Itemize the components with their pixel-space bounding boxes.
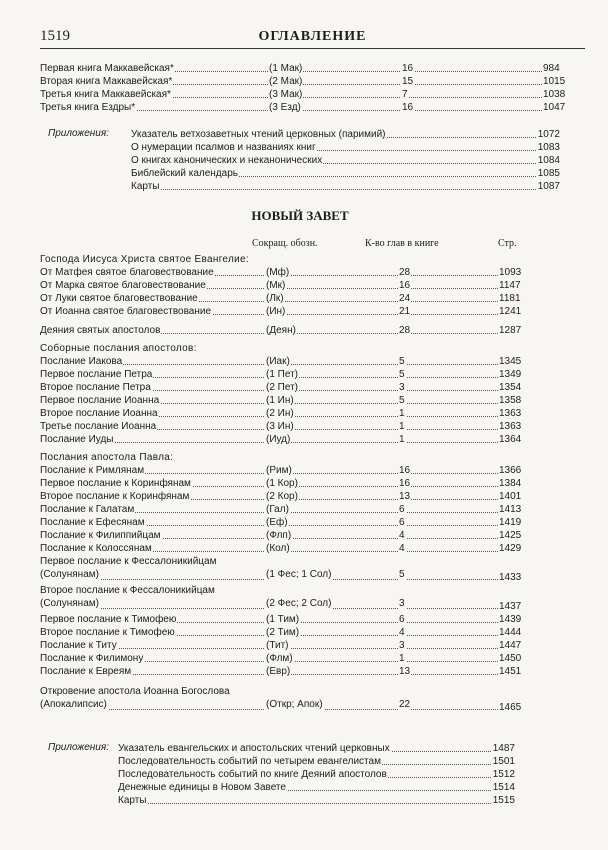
toc-row[interactable]: Первая книга Маккавейская* (1 Мак) 16 984: [40, 63, 560, 74]
toc-row-line1: Откровение апостола Иоанна Богослова: [40, 686, 230, 697]
toc-row[interactable]: (Солунянам) (2 Фес; 2 Сол) 3 1437: [40, 598, 522, 612]
toc-row[interactable]: От Луки святое благовествование (Лк) 24 1181: [40, 293, 521, 304]
toc-row[interactable]: Третья книга Ездры* (3 Езд) 16 1047: [40, 102, 566, 113]
toc-row[interactable]: Третье послание Иоанна (3 Ин) 1 1363: [40, 421, 522, 432]
toc-row[interactable]: Второе послание Иоанна (2 Ин) 1 1363: [40, 408, 522, 419]
toc-row[interactable]: Денежные единицы в Новом Завете 1514: [118, 782, 515, 793]
nt-column-headers: [40, 238, 560, 252]
toc-row[interactable]: Карты 1515: [118, 795, 515, 806]
toc-row[interactable]: О книгах канонических и неканонических 1084: [131, 155, 560, 166]
toc-row[interactable]: Указатель евангельских и апостольских чтений церковных 1487: [118, 743, 515, 754]
toc-row[interactable]: От Матфея святое благовествование (Мф) 28 1093: [40, 267, 522, 278]
toc-row[interactable]: Послание к Ефесянам (Еф) 6 1419: [40, 517, 522, 528]
ot-appendices-title: Приложения:: [48, 128, 109, 139]
toc-row-line1: Второе послание к Фессалоникийцам: [40, 585, 215, 596]
group-title: Послания апостола Павла:: [40, 452, 174, 463]
toc-row[interactable]: (Апокалипсис) (Откр; Апок) 22 1465: [40, 699, 522, 713]
toc-row[interactable]: Библейский календарь 1085: [131, 168, 560, 179]
nt-heading-wrap: [40, 208, 560, 226]
toc-row[interactable]: Второе послание к Коринфянам (2 Кор) 13 1401: [40, 491, 522, 502]
group-title: Господа Иисуса Христа святое Евангелие:: [40, 254, 249, 265]
toc-row[interactable]: Послание к Филимону (Флм) 1 1450: [40, 653, 522, 664]
toc-row[interactable]: Указатель ветхозаветных чтений церковных (паримий) 1072: [131, 129, 560, 140]
toc-row[interactable]: Второе послание к Тимофею (2 Тим) 4 1444: [40, 627, 522, 638]
running-title: ОГЛАВЛЕНИЕ: [258, 29, 367, 44]
toc-row[interactable]: Послание к Евреям (Евр) 13 1451: [40, 666, 522, 677]
group-title: Соборные послания апостолов:: [40, 343, 197, 354]
toc-row[interactable]: Первое послание Петра (1 Пет) 5 1349: [40, 369, 522, 380]
toc-row[interactable]: Послание Иуды (Иуд) 1 1364: [40, 434, 522, 445]
ot-appendices-list: [131, 128, 560, 193]
nt-appendices-title: Приложения:: [48, 742, 109, 753]
toc-row[interactable]: Послание к Галатам (Гал) 6 1413: [40, 504, 522, 515]
col-chapters-header: К-во глав в книге: [365, 238, 439, 249]
col-page-header: Стр.: [498, 238, 517, 249]
toc-row[interactable]: О нумерации псалмов и названиях книг 1083: [131, 142, 560, 153]
toc-row-line1: Первое послание к Фессалоникийцам: [40, 556, 217, 567]
toc-row[interactable]: Послание к Римлянам (Рим) 16 1366: [40, 465, 522, 476]
old-testament-list: [40, 62, 566, 114]
toc-row[interactable]: Послание к Колоссянам (Кол) 4 1429: [40, 543, 522, 554]
toc-row[interactable]: Второе послание Петра (2 Пет) 3 1354: [40, 382, 522, 393]
toc-row[interactable]: От Иоанна святое благовествование (Ин) 21 1241: [40, 306, 522, 317]
toc-row[interactable]: Первое послание Иоанна (1 Ин) 5 1358: [40, 395, 522, 406]
toc-row[interactable]: Последовательность событий по четырем евангелистам 1501: [118, 756, 515, 767]
new-testament-list: [40, 253, 560, 714]
nt-appendices-list: [118, 742, 515, 807]
toc-row[interactable]: Первое послание к Тимофею (1 Тим) 6 1439: [40, 614, 522, 625]
page-header: [40, 26, 585, 49]
toc-row[interactable]: Вторая книга Маккавейская* (2 Мак) 15 1015: [40, 76, 566, 87]
toc-row[interactable]: Третья книга Маккавейская* (3 Мак) 7 1038: [40, 89, 566, 100]
toc-row[interactable]: (Солунянам) (1 Фес; 1 Сол) 5 1433: [40, 569, 522, 583]
toc-row[interactable]: Последовательность событий по книге Деяний апостолов 1512: [118, 769, 515, 780]
toc-row[interactable]: Послание Иакова (Иак) 5 1345: [40, 356, 522, 367]
toc-row[interactable]: Послание к Титу (Тит) 3 1447: [40, 640, 522, 651]
col-abbr-header: Сокращ. обозн.: [252, 238, 318, 249]
new-testament-heading: НОВЫЙ ЗАВЕТ: [251, 208, 349, 223]
toc-row[interactable]: Карты 1087: [131, 181, 560, 192]
page-number: 1519: [40, 28, 70, 44]
toc-row-acts[interactable]: Деяния святых апостолов (Деян) 28 1287: [40, 325, 522, 336]
toc-row[interactable]: От Марка святое благовествование (Мк) 16 1147: [40, 280, 521, 291]
toc-row[interactable]: Послание к Филиппийцам (Флп) 4 1425: [40, 530, 522, 541]
toc-row[interactable]: Первое послание к Коринфянам (1 Кор) 16 1384: [40, 478, 522, 489]
